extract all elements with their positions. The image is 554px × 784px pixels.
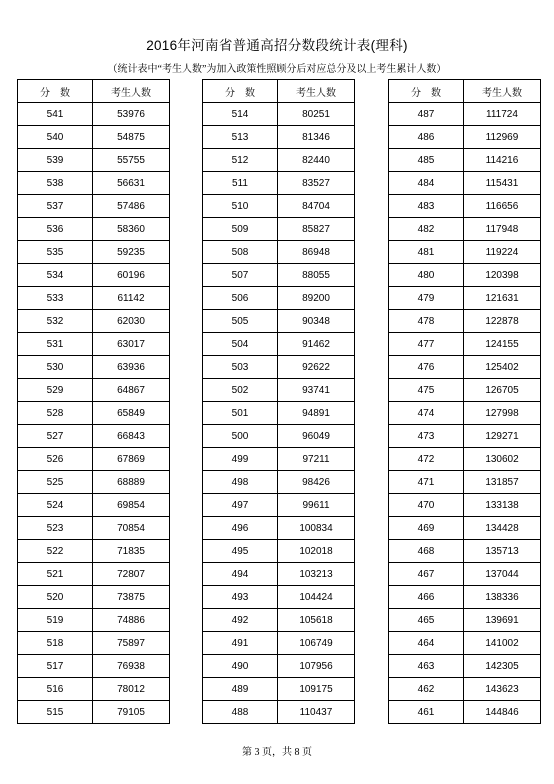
- score-cell: 499: [203, 448, 278, 471]
- table-row: [203, 356, 355, 379]
- count-cell: 139691: [464, 609, 541, 632]
- table-row: [203, 379, 355, 402]
- table-row: [203, 609, 355, 632]
- count-cell: 61142: [93, 287, 170, 310]
- page-subtitle: （统计表中“考生人数”为加入政策性照顾分后对应总分及以上考生累计人数）: [107, 64, 447, 75]
- count-cell: 124155: [464, 333, 541, 356]
- table-header-row: [203, 80, 355, 103]
- score-cell: 537: [18, 195, 93, 218]
- table-row: [389, 586, 541, 609]
- table-row: [389, 379, 541, 402]
- score-cell: 534: [18, 264, 93, 287]
- count-cell: 119224: [464, 241, 541, 264]
- score-cell: 514: [203, 103, 278, 126]
- table-row: [18, 310, 170, 333]
- count-cell: 97211: [278, 448, 355, 471]
- count-cell: 122878: [464, 310, 541, 333]
- score-table-1: [17, 79, 170, 724]
- table-row: [18, 333, 170, 356]
- table-row: [389, 195, 541, 218]
- table-row: [389, 471, 541, 494]
- count-cell: 69854: [93, 494, 170, 517]
- count-cell: 71835: [93, 540, 170, 563]
- count-cell: 62030: [93, 310, 170, 333]
- table-row: [203, 172, 355, 195]
- header-score: 分 数: [389, 80, 464, 103]
- score-cell: 465: [389, 609, 464, 632]
- count-cell: 91462: [278, 333, 355, 356]
- table-row: [203, 563, 355, 586]
- score-cell: 536: [18, 218, 93, 241]
- count-cell: 143623: [464, 678, 541, 701]
- score-table-2: [202, 79, 355, 724]
- count-cell: 106749: [278, 632, 355, 655]
- table-row: [203, 425, 355, 448]
- count-cell: 70854: [93, 517, 170, 540]
- count-cell: 74886: [93, 609, 170, 632]
- table-row: [389, 149, 541, 172]
- count-cell: 117948: [464, 218, 541, 241]
- table-row: [389, 103, 541, 126]
- table-row: [389, 356, 541, 379]
- score-cell: 476: [389, 356, 464, 379]
- table-row: [389, 540, 541, 563]
- score-cell: 485: [389, 149, 464, 172]
- score-cell: 470: [389, 494, 464, 517]
- count-cell: 53976: [93, 103, 170, 126]
- table-row: [389, 402, 541, 425]
- table-row: [18, 632, 170, 655]
- table-row: [203, 264, 355, 287]
- table-row: [18, 494, 170, 517]
- table-row: [389, 333, 541, 356]
- table-row: [389, 241, 541, 264]
- score-cell: 526: [18, 448, 93, 471]
- score-cell: 490: [203, 655, 278, 678]
- count-cell: 105618: [278, 609, 355, 632]
- count-cell: 60196: [93, 264, 170, 287]
- count-cell: 67869: [93, 448, 170, 471]
- count-cell: 127998: [464, 402, 541, 425]
- score-cell: 504: [203, 333, 278, 356]
- table-row: [18, 655, 170, 678]
- table-row: [203, 655, 355, 678]
- count-cell: 90348: [278, 310, 355, 333]
- score-cell: 527: [18, 425, 93, 448]
- table-row: [203, 218, 355, 241]
- table-row: [203, 540, 355, 563]
- table-row: [203, 471, 355, 494]
- header-count: 考生人数: [464, 80, 541, 103]
- score-cell: 506: [203, 287, 278, 310]
- score-cell: 481: [389, 241, 464, 264]
- count-cell: 100834: [278, 517, 355, 540]
- table-row: [18, 126, 170, 149]
- count-cell: 75897: [93, 632, 170, 655]
- count-cell: 59235: [93, 241, 170, 264]
- score-cell: 486: [389, 126, 464, 149]
- count-cell: 66843: [93, 425, 170, 448]
- table-row: [203, 195, 355, 218]
- score-cell: 521: [18, 563, 93, 586]
- table-row: [203, 448, 355, 471]
- table-row: [203, 517, 355, 540]
- table-row: [18, 287, 170, 310]
- score-cell: 509: [203, 218, 278, 241]
- count-cell: 79105: [93, 701, 170, 724]
- header-count: 考生人数: [278, 80, 355, 103]
- score-cell: 531: [18, 333, 93, 356]
- count-cell: 81346: [278, 126, 355, 149]
- count-cell: 107956: [278, 655, 355, 678]
- table-row: [203, 678, 355, 701]
- score-cell: 492: [203, 609, 278, 632]
- table-row: [18, 425, 170, 448]
- count-cell: 94891: [278, 402, 355, 425]
- score-cell: 533: [18, 287, 93, 310]
- table-row: [389, 632, 541, 655]
- score-cell: 522: [18, 540, 93, 563]
- count-cell: 102018: [278, 540, 355, 563]
- score-cell: 475: [389, 379, 464, 402]
- count-cell: 54875: [93, 126, 170, 149]
- table-row: [203, 586, 355, 609]
- score-cell: 483: [389, 195, 464, 218]
- count-cell: 103213: [278, 563, 355, 586]
- score-cell: 487: [389, 103, 464, 126]
- table-row: [18, 517, 170, 540]
- table-header-row: [389, 80, 541, 103]
- count-cell: 114216: [464, 149, 541, 172]
- count-cell: 115431: [464, 172, 541, 195]
- count-cell: 65849: [93, 402, 170, 425]
- table-row: [18, 195, 170, 218]
- score-cell: 508: [203, 241, 278, 264]
- score-cell: 494: [203, 563, 278, 586]
- table-row: [18, 609, 170, 632]
- score-cell: 512: [203, 149, 278, 172]
- count-cell: 68889: [93, 471, 170, 494]
- page-footer: 第 3 页，共 8 页: [242, 747, 312, 758]
- score-cell: 539: [18, 149, 93, 172]
- score-cell: 517: [18, 655, 93, 678]
- table-row: [18, 264, 170, 287]
- count-cell: 135713: [464, 540, 541, 563]
- score-cell: 482: [389, 218, 464, 241]
- count-cell: 82440: [278, 149, 355, 172]
- score-cell: 535: [18, 241, 93, 264]
- score-cell: 511: [203, 172, 278, 195]
- table-row: [389, 655, 541, 678]
- count-cell: 111724: [464, 103, 541, 126]
- score-cell: 489: [203, 678, 278, 701]
- score-cell: 480: [389, 264, 464, 287]
- table-row: [389, 609, 541, 632]
- count-cell: 133138: [464, 494, 541, 517]
- count-cell: 142305: [464, 655, 541, 678]
- score-cell: 496: [203, 517, 278, 540]
- count-cell: 80251: [278, 103, 355, 126]
- table-row: [18, 678, 170, 701]
- count-cell: 138336: [464, 586, 541, 609]
- score-cell: 510: [203, 195, 278, 218]
- score-cell: 498: [203, 471, 278, 494]
- table-row: [18, 241, 170, 264]
- count-cell: 84704: [278, 195, 355, 218]
- table-row: [18, 379, 170, 402]
- count-cell: 73875: [93, 586, 170, 609]
- score-cell: 461: [389, 701, 464, 724]
- table-row: [389, 494, 541, 517]
- table-row: [389, 287, 541, 310]
- count-cell: 89200: [278, 287, 355, 310]
- count-cell: 92622: [278, 356, 355, 379]
- table-row: [203, 632, 355, 655]
- table-row: [18, 563, 170, 586]
- table-row: [203, 103, 355, 126]
- table-row: [203, 149, 355, 172]
- table-row: [389, 425, 541, 448]
- count-cell: 104424: [278, 586, 355, 609]
- header-score: 分 数: [203, 80, 278, 103]
- table-row: [203, 701, 355, 724]
- count-cell: 116656: [464, 195, 541, 218]
- count-cell: 72807: [93, 563, 170, 586]
- table-row: [18, 356, 170, 379]
- table-row: [203, 402, 355, 425]
- count-cell: 86948: [278, 241, 355, 264]
- score-cell: 505: [203, 310, 278, 333]
- score-cell: 478: [389, 310, 464, 333]
- table-row: [389, 517, 541, 540]
- score-cell: 528: [18, 402, 93, 425]
- score-cell: 491: [203, 632, 278, 655]
- table-row: [389, 678, 541, 701]
- score-cell: 479: [389, 287, 464, 310]
- count-cell: 121631: [464, 287, 541, 310]
- score-cell: 538: [18, 172, 93, 195]
- table-row: [203, 126, 355, 149]
- table-row: [18, 103, 170, 126]
- table-row: [203, 333, 355, 356]
- score-cell: 523: [18, 517, 93, 540]
- score-cell: 516: [18, 678, 93, 701]
- table-row: [203, 241, 355, 264]
- score-cell: 529: [18, 379, 93, 402]
- score-cell: 464: [389, 632, 464, 655]
- score-cell: 520: [18, 586, 93, 609]
- count-cell: 64867: [93, 379, 170, 402]
- count-cell: 141002: [464, 632, 541, 655]
- table-row: [203, 310, 355, 333]
- score-cell: 503: [203, 356, 278, 379]
- page-title: 2016年河南省普通高招分数段统计表(理科): [146, 38, 408, 53]
- score-cell: 524: [18, 494, 93, 517]
- score-cell: 468: [389, 540, 464, 563]
- count-cell: 58360: [93, 218, 170, 241]
- score-cell: 463: [389, 655, 464, 678]
- score-cell: 518: [18, 632, 93, 655]
- score-cell: 513: [203, 126, 278, 149]
- count-cell: 137044: [464, 563, 541, 586]
- score-cell: 474: [389, 402, 464, 425]
- score-cell: 525: [18, 471, 93, 494]
- table-row: [389, 701, 541, 724]
- score-cell: 469: [389, 517, 464, 540]
- score-cell: 473: [389, 425, 464, 448]
- score-cell: 495: [203, 540, 278, 563]
- score-cell: 471: [389, 471, 464, 494]
- table-row: [18, 586, 170, 609]
- score-cell: 484: [389, 172, 464, 195]
- score-cell: 501: [203, 402, 278, 425]
- score-cell: 466: [389, 586, 464, 609]
- score-cell: 519: [18, 609, 93, 632]
- score-cell: 540: [18, 126, 93, 149]
- table-row: [18, 540, 170, 563]
- count-cell: 134428: [464, 517, 541, 540]
- score-cell: 462: [389, 678, 464, 701]
- count-cell: 129271: [464, 425, 541, 448]
- count-cell: 78012: [93, 678, 170, 701]
- count-cell: 109175: [278, 678, 355, 701]
- table-row: [203, 494, 355, 517]
- table-row: [389, 172, 541, 195]
- table-row: [18, 218, 170, 241]
- count-cell: 110437: [278, 701, 355, 724]
- table-row: [389, 264, 541, 287]
- table-row: [203, 287, 355, 310]
- count-cell: 93741: [278, 379, 355, 402]
- count-cell: 76938: [93, 655, 170, 678]
- score-cell: 532: [18, 310, 93, 333]
- count-cell: 130602: [464, 448, 541, 471]
- count-cell: 126705: [464, 379, 541, 402]
- score-cell: 472: [389, 448, 464, 471]
- table-row: [389, 310, 541, 333]
- count-cell: 131857: [464, 471, 541, 494]
- count-cell: 56631: [93, 172, 170, 195]
- score-cell: 467: [389, 563, 464, 586]
- count-cell: 98426: [278, 471, 355, 494]
- table-row: [18, 448, 170, 471]
- count-cell: 99611: [278, 494, 355, 517]
- table-row: [18, 149, 170, 172]
- count-cell: 83527: [278, 172, 355, 195]
- count-cell: 88055: [278, 264, 355, 287]
- count-cell: 63017: [93, 333, 170, 356]
- table-row: [389, 448, 541, 471]
- count-cell: 120398: [464, 264, 541, 287]
- table-header-row: [18, 80, 170, 103]
- score-cell: 530: [18, 356, 93, 379]
- score-cell: 541: [18, 103, 93, 126]
- score-table-3: [388, 79, 541, 724]
- score-cell: 507: [203, 264, 278, 287]
- score-cell: 497: [203, 494, 278, 517]
- score-cell: 488: [203, 701, 278, 724]
- header-count: 考生人数: [93, 80, 170, 103]
- table-row: [18, 701, 170, 724]
- table-row: [389, 126, 541, 149]
- score-cell: 493: [203, 586, 278, 609]
- count-cell: 112969: [464, 126, 541, 149]
- count-cell: 63936: [93, 356, 170, 379]
- table-row: [18, 172, 170, 195]
- count-cell: 96049: [278, 425, 355, 448]
- table-row: [18, 471, 170, 494]
- table-row: [18, 402, 170, 425]
- count-cell: 125402: [464, 356, 541, 379]
- score-cell: 500: [203, 425, 278, 448]
- count-cell: 144846: [464, 701, 541, 724]
- table-row: [389, 563, 541, 586]
- count-cell: 57486: [93, 195, 170, 218]
- table-row: [389, 218, 541, 241]
- score-cell: 502: [203, 379, 278, 402]
- score-cell: 515: [18, 701, 93, 724]
- score-cell: 477: [389, 333, 464, 356]
- count-cell: 85827: [278, 218, 355, 241]
- count-cell: 55755: [93, 149, 170, 172]
- header-score: 分 数: [18, 80, 93, 103]
